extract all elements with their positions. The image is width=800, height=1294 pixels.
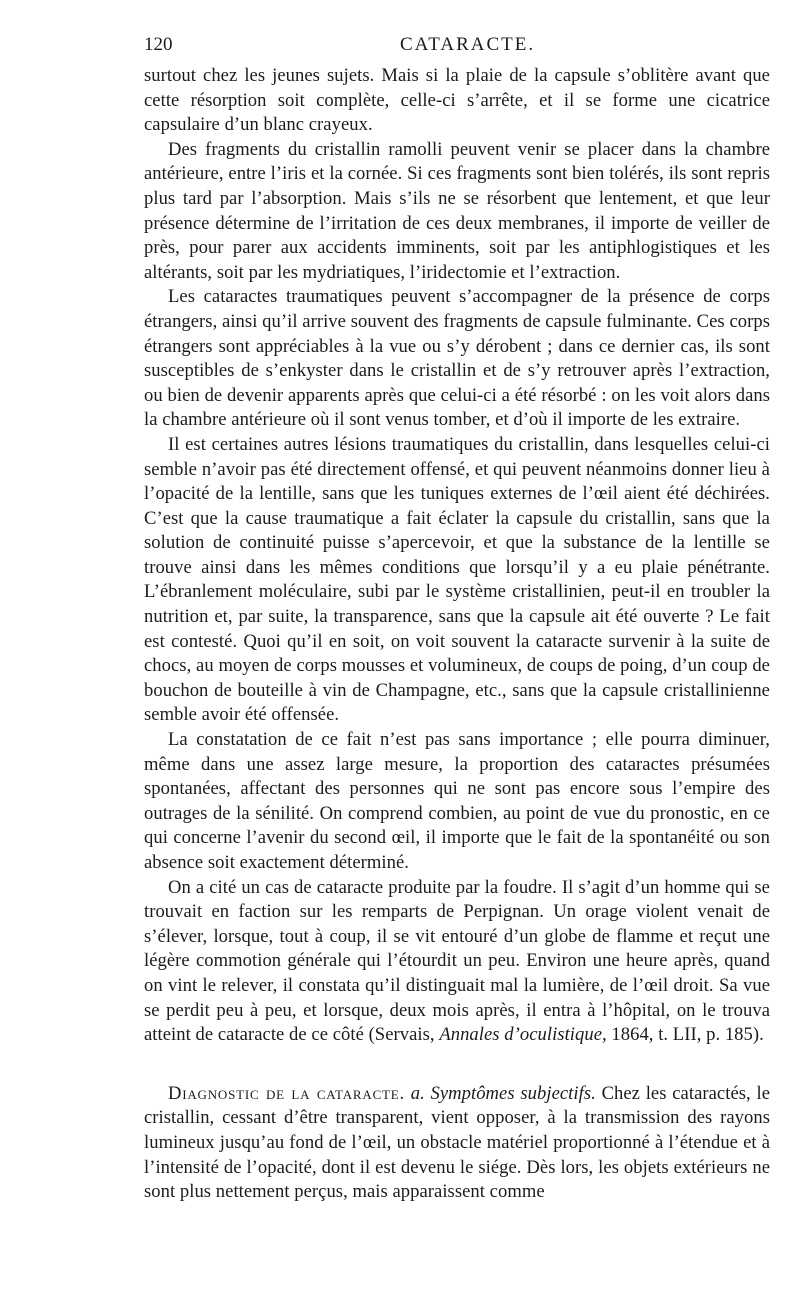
page-header [144, 34, 770, 64]
book-page [144, 34, 770, 1205]
paragraph-continued: surtout chez les jeunes sujets. Mais si la plaie de la capsule s’oblitère avant que cette résorption soit complète, celle-ci s’arrête, et il se forme une cicatrice capsulaire d’un blanc crayeux. [144, 65, 770, 136]
paragraph-foreign-bodies: Les cataractes traumatiques peuvent s’accompagner de la présence de corps étrangers, ainsi qu’il arrive souvent des fragments de capsule fulminante. Ces corps étrangers sont appréciables à la vue ou s’y dérobent ; dans ce dernier cas, ils sont susceptibles de s’enkyster dans le cristallin et de s’y retrouver après l’extraction, ou bien de devenir apparents après que celui-ci a été résorbé : on les voit alors dans la chambre antérieure où il sont venus tomber, et d’où il importe de les extraire. [144, 286, 770, 431]
page-body [144, 64, 770, 1205]
diagnostic-subheading: a. Symptômes subjectifs. [410, 1082, 596, 1104]
running-title: CATARACTE. [400, 34, 536, 55]
journal-reference: 1864, t. LII, p. 185). [611, 1024, 764, 1046]
paragraph-other-lesions: Il est certaines autres lésions traumatiques du cristallin, dans lesquelles celui-ci semble n’avoir pas été directement offensé, et qui peuvent néanmoins donner lieu à l’opacité de la lentille, sans que les tuniques externes de l’œil aient été déchirées. C’est que la cause traumatique a fait éclater la capsule du cristallin, sans que la solution de continuité puisse s’apercevoir, et que la substance de la lentille se trouve ainsi dans les mêmes conditions que lorsqu’il y a eu plaie pénétrante. L’ébranlement moléculaire, subi par le système cristallinien, peut-il en troubler la nutrition et, par suite, la transparence, sans que la capsule ait été ouverte ? Le fait est contesté. Quoi qu’il en soit, on voit souvent la cataracte survenir à la suite de chocs, au moyen de corps mousses et volumineux, de coups de poing, d’un coup de bouchon de bouteille à vin de Champagne, etc., sans que la capsule cristallinienne semble avoir été offensée. [144, 433, 770, 726]
diagnostic-text: Chez les cataractés, le cristallin, cessant d’être transparent, vient opposer, à la transmission des rayons lumineux jusqu’au fond de l’œil, un obstacle matériel proportionné à l’étendue et à l’intensité de l’opacité, dont il est devenu le siége. Dès lors, les objets extérieurs ne sont plus nettement perçus, mais apparaissent comme [144, 1082, 770, 1203]
diagnostic-heading: Diagnostic de la cataracte. [168, 1082, 405, 1104]
paragraph-lightning-case [144, 876, 770, 1048]
section-gap [144, 1048, 770, 1082]
paragraph-importance: La constatation de ce fait n’est pas sans importance ; elle pourra diminuer, même dans une assez large mesure, la proportion des cataractes présumées spontanées, affectant des personnes qui ne sont pas encore sous l’empire des outrages de la sénilité. On comprend combien, au point de vue du pronostic, en ce qui concerne l’avenir du second œil, il importe que le fait de la spontanéité ou son absence soit exactement déterminé. [144, 729, 770, 873]
paragraph-fragments: Des fragments du cristallin ramolli peuvent venir se placer dans la chambre antérieure, entre l’iris et la cornée. Si ces fragments sont bien tolérés, ils sont repris plus tard par l’absorption. Mais s’ils ne se résorbent que lentement, et que leur présence détermine de l’irritation de ces deux membranes, il importe de veiller de près, pour parer aux accidents imminents, soit par les antiphlogistiques et les altérants, soit par les mydriatiques, l’iridectomie et l’extraction. [144, 138, 770, 283]
page-number: 120 [144, 34, 173, 55]
lightning-case-text: On a cité un cas de cataracte produite par la foudre. Il s’agit d’un homme qui se trouvait en faction sur les remparts de Perpignan. Un orage violent venait de s’élever, lorsque, tout à coup, il se vit entouré d’un globe de flamme et reçut une légère commotion générale qui l’étourdit un peu. Environ une heure après, quand on vint le relever, il constata qu’il distinguait mal la lumière, de l’œil droit. Sa vue se perdit peu à peu, et lorsque, deux mois après, il entra à l’hôpital, on le trouva atteint de cataracte de ce côté (Servais, [144, 876, 770, 1046]
diagnostic-paragraph [144, 1082, 770, 1205]
journal-title: Annales d’oculistique, [439, 1024, 607, 1046]
